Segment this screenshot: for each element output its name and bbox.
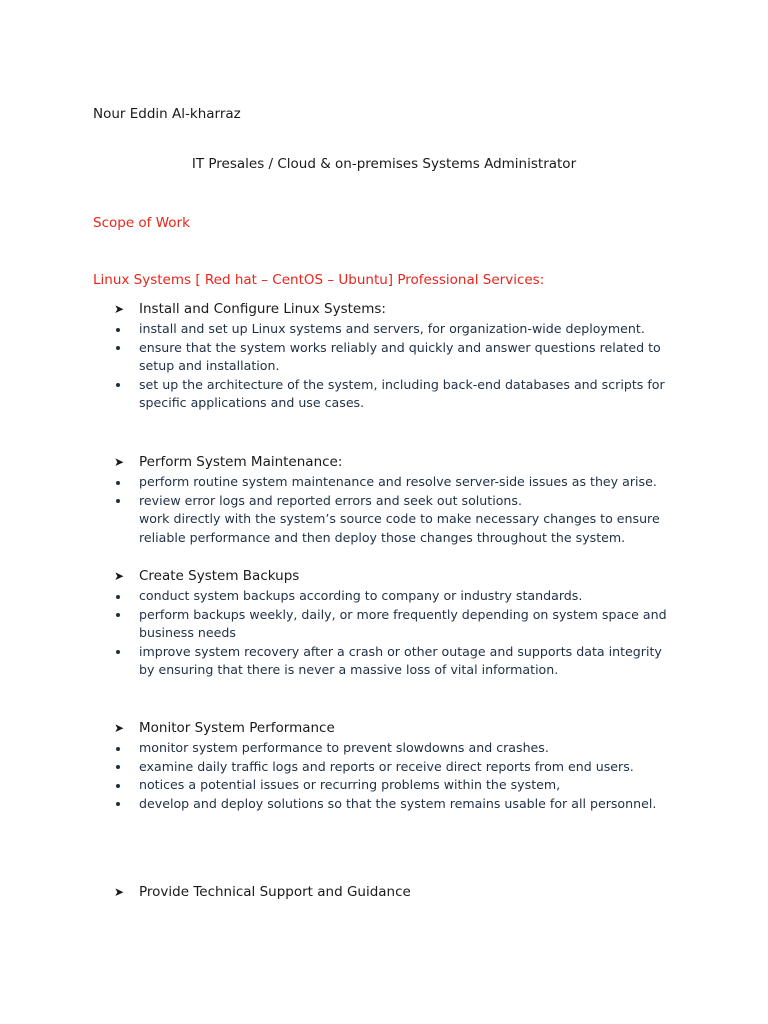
- section-heading: [0, 301, 768, 320]
- list-item: [0, 587, 669, 606]
- list-item-text: notices a potential issues or recurring problems within the system,: [139, 777, 561, 793]
- list-item: [0, 606, 669, 643]
- list-item-text: conduct system backups according to company or industry standards.: [139, 588, 583, 603]
- arrow-bullet-icon: ➤: [114, 885, 125, 899]
- list-item-text: improve system recovery after a crash or other outage and supports data integrity by ensuring that there is never a massive loss of vital information.: [139, 643, 662, 678]
- section-title: Create System Backups: [139, 568, 300, 584]
- section-title: Monitor System Performance: [139, 720, 335, 736]
- section-heading: [0, 884, 768, 903]
- list-item-text: perform routine system maintenance and resolve server-side issues as they arise.: [139, 474, 657, 489]
- section-heading: [0, 454, 768, 473]
- job-title: IT Presales / Cloud & on-premises Systems Administrator: [191, 156, 577, 172]
- list-item-text: work directly with the system’s source code to make necessary changes to ensure reliable performance and then deploy those changes throughout the system.: [139, 511, 660, 545]
- bullet-dot-icon: [116, 481, 120, 485]
- arrow-bullet-icon: ➤: [114, 569, 125, 583]
- section-heading: [0, 720, 768, 739]
- bullet-list: [0, 739, 768, 813]
- bullet-list: [0, 587, 768, 680]
- list-item-text: develop and deploy solutions so that the system remains usable for all personnel.: [139, 795, 657, 811]
- section-monitor: [0, 720, 768, 813]
- bullet-dot-icon: [116, 383, 120, 387]
- arrow-bullet-icon: ➤: [114, 721, 125, 735]
- bullet-dot-icon: [116, 650, 120, 654]
- section-install-configure: [0, 301, 768, 413]
- list-item-text: review error logs and reported errors and seek out solutions.: [139, 492, 522, 508]
- arrow-bullet-icon: ➤: [114, 455, 125, 469]
- bullet-list: [0, 473, 768, 547]
- bullet-dot-icon: [116, 802, 120, 806]
- list-item: [0, 376, 669, 413]
- section-title: Provide Technical Support and Guidance: [139, 884, 411, 900]
- list-item: [0, 339, 669, 376]
- list-item-text: set up the architecture of the system, including back-end databases and scripts for specific applications and use cases.: [139, 376, 665, 411]
- section-title: Perform System Maintenance:: [139, 454, 343, 470]
- list-item: [0, 776, 669, 795]
- list-item: [0, 320, 669, 339]
- list-item-text: install and set up Linux systems and servers, for organization-wide deployment.: [139, 321, 645, 336]
- list-item: [0, 758, 669, 777]
- list-item-text: perform backups weekly, daily, or more frequently depending on system space and business needs: [139, 606, 667, 641]
- bullet-dot-icon: [116, 765, 120, 769]
- bullet-dot-icon: [116, 499, 120, 503]
- bullet-dot-icon: [116, 747, 120, 751]
- list-item-text: examine daily traffic logs and reports or receive direct reports from end users.: [139, 758, 634, 774]
- scope-heading: Scope of Work: [93, 215, 190, 231]
- list-item: [0, 643, 669, 680]
- list-item-text: monitor system performance to prevent slowdowns and crashes.: [139, 740, 549, 755]
- list-item: [0, 492, 669, 511]
- list-item: [0, 510, 669, 547]
- section-heading: [0, 568, 768, 587]
- list-item-text: ensure that the system works reliably and quickly and answer questions related to setup and installation.: [139, 339, 661, 374]
- bullet-list: [0, 320, 768, 413]
- bullet-dot-icon: [116, 613, 120, 617]
- bullet-dot-icon: [116, 328, 120, 332]
- bullet-dot-icon: [116, 784, 120, 788]
- author-name: Nour Eddin Al-kharraz: [93, 106, 241, 122]
- section-backups: [0, 568, 768, 680]
- list-item: [0, 739, 669, 758]
- list-item: [0, 473, 669, 492]
- bullet-dot-icon: [116, 346, 120, 350]
- section-title: Install and Configure Linux Systems:: [139, 301, 386, 317]
- section-tech-support: [0, 884, 768, 903]
- list-item: [0, 795, 669, 814]
- bullet-dot-icon: [116, 595, 120, 599]
- arrow-bullet-icon: ➤: [114, 302, 125, 316]
- linux-services-heading: Linux Systems [ Red hat – CentOS – Ubuntu] Professional Services:: [93, 272, 545, 288]
- section-maintenance: [0, 454, 768, 547]
